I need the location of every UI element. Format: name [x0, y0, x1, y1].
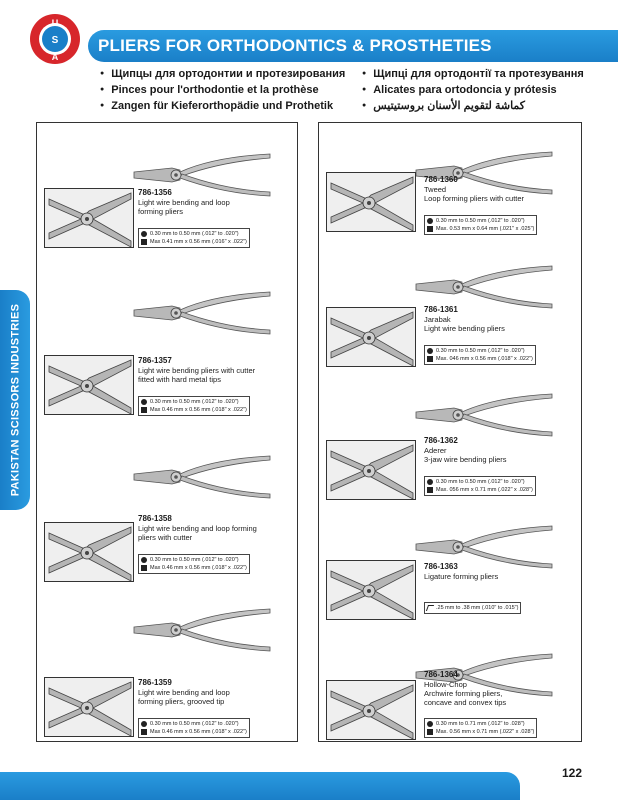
spec-text: Max 0.46 mm x 0.56 mm (.018" x .022"): [150, 407, 247, 413]
round-wire-icon: [141, 557, 147, 563]
page-number: 122: [562, 766, 583, 780]
product-description: [138, 524, 257, 542]
description-line: forming pliers, grooved tip: [138, 697, 225, 706]
description-line: fitted with hard metal tips: [138, 375, 221, 384]
product-description: [424, 680, 506, 707]
spec-text: 0.30 mm to 0.50 mm (.012" to .020"): [150, 557, 239, 563]
spec-row: [427, 225, 534, 233]
round-wire-icon: [141, 231, 147, 237]
spec-row: [427, 720, 534, 728]
plier-tip-closeup: [44, 522, 134, 582]
logo-letter-s: S: [51, 35, 59, 46]
description-line: 3-jaw wire bending pliers: [424, 455, 507, 464]
plier-tip-closeup: [44, 677, 134, 737]
side-tab-label: PAKISTAN SCISSORS INDUSTRIES: [9, 303, 22, 497]
language-arabic: ● كماشة لتقويم الأسنان بروستيتيس: [362, 98, 584, 114]
spec-row: [427, 604, 518, 612]
spec-row: [141, 230, 247, 238]
footer-bar: [0, 772, 520, 800]
rectangular-wire-icon: [141, 407, 147, 413]
description-line: concave and convex tips: [424, 698, 507, 707]
plier-tip-closeup: [326, 680, 416, 740]
logo-letter-a: A: [51, 52, 59, 62]
product-code: 786-1360: [424, 175, 458, 184]
product-code: 786-1362: [424, 436, 458, 445]
product-code: 786-1357: [138, 356, 172, 365]
description-line: Light wire bending and loop forming: [138, 524, 257, 533]
language-german: ● Zangen für Kieferorthopädie und Prothetik: [100, 98, 345, 114]
ligature-wire-icon: [426, 605, 434, 611]
spec-text: Max. 0.53 mm x 0.64 mm (.021" x .025"): [436, 226, 535, 232]
plier-tip-closeup: [44, 355, 134, 415]
language-russian: ● Щипцы для ортодонтии и протезирования: [100, 66, 345, 82]
product-description: [424, 446, 507, 464]
rectangular-wire-icon: [427, 487, 433, 493]
languages-right: [362, 66, 584, 114]
product-description: [424, 185, 524, 203]
spec-text: Max. 046 mm x 0.56 mm (.018" x .022"): [436, 356, 533, 362]
product-code: 786-1358: [138, 514, 172, 523]
page-title: PLIERS FOR ORTHODONTICS & PROSTHETIES: [98, 36, 492, 55]
plier-tip-closeup: [326, 440, 416, 500]
product-description: [138, 688, 230, 706]
spec-text: Max. 0.56 mm x 0.71 mm (.022" x .028"): [436, 729, 535, 735]
rectangular-wire-icon: [427, 729, 433, 735]
wire-spec-box: [138, 228, 250, 248]
plier-photo: [132, 452, 272, 507]
rectangular-wire-icon: [141, 239, 147, 245]
description-line: Hollow-Chop: [424, 680, 467, 689]
rectangular-wire-icon: [427, 226, 433, 232]
languages-left: [100, 66, 345, 114]
description-line: Aderer: [424, 446, 447, 455]
description-line: pliers with cutter: [138, 533, 193, 542]
round-wire-icon: [427, 348, 433, 354]
language-french: ● Pinces pour l'orthodontie et la prothèse: [100, 82, 345, 98]
spec-text: Max 0.46 mm x 0.56 mm (.018" x .022"): [150, 565, 247, 571]
product-description: [424, 572, 498, 581]
spec-text: .25 mm to .38 mm (.010" to .015"): [436, 605, 519, 611]
wire-spec-box: [138, 396, 250, 416]
description-line: Light wire bending and loop: [138, 688, 230, 697]
spec-row: [427, 728, 534, 736]
wire-spec-box: [424, 718, 537, 738]
rectangular-wire-icon: [427, 356, 433, 362]
plier-photo: [132, 288, 272, 343]
rectangular-wire-icon: [141, 729, 147, 735]
spec-row: [427, 355, 533, 363]
spec-text: 0.30 mm to 0.50 mm (.012" to .020"): [436, 479, 525, 485]
plier-tip-closeup: [326, 172, 416, 232]
wire-spec-box: [138, 554, 250, 574]
spec-text: 0.30 mm to 0.50 mm (.012" to .020"): [150, 721, 239, 727]
usa-dental-logo: [28, 12, 82, 66]
wire-spec-box: [424, 602, 521, 614]
plier-photo: [132, 605, 272, 660]
wire-spec-box: [424, 345, 536, 365]
spec-text: 0.30 mm to 0.50 mm (.012" to .020"): [436, 348, 525, 354]
spec-text: 0.30 mm to 0.71 mm (.012" to .028"): [436, 721, 525, 727]
product-description: [424, 315, 505, 333]
spec-row: [141, 556, 247, 564]
rectangular-wire-icon: [141, 565, 147, 571]
spec-row: [141, 728, 247, 736]
product-code: 786-1364: [424, 670, 458, 679]
description-line: Archwire forming pliers,: [424, 689, 503, 698]
product-description: [138, 366, 255, 384]
spec-text: Max 0.46 mm x 0.56 mm (.018" x .022"): [150, 729, 247, 735]
logo-letter-u: U: [51, 18, 59, 28]
round-wire-icon: [427, 721, 433, 727]
spec-row: [141, 720, 247, 728]
spec-row: [141, 406, 247, 414]
product-code: 786-1363: [424, 562, 458, 571]
description-line: forming pliers: [138, 207, 184, 216]
description-line: Loop forming pliers with cutter: [424, 194, 525, 203]
round-wire-icon: [427, 479, 433, 485]
wire-spec-box: [424, 215, 537, 235]
spec-row: [141, 238, 247, 246]
product-code: 786-1361: [424, 305, 458, 314]
round-wire-icon: [141, 399, 147, 405]
language-spanish: ● Alicates para ortodoncia y prótesis: [362, 82, 584, 98]
product-code: 786-1359: [138, 678, 172, 687]
plier-tip-closeup: [326, 307, 416, 367]
product-description: [138, 198, 230, 216]
spec-text: Max. 056 mm x 0.71 mm (.022" x .028"): [436, 487, 533, 493]
spec-row: [427, 486, 533, 494]
side-tab-text-wrap: [0, 290, 30, 510]
description-line: Tweed: [424, 185, 447, 194]
spec-row: [141, 564, 247, 572]
description-line: Light wire bending pliers with cutter: [138, 366, 256, 375]
spec-text: Max 0.41 mm x 0.56 mm (.016" x .022"): [150, 239, 247, 245]
spec-text: 0.30 mm to 0.50 mm (.012" to .020"): [150, 231, 239, 237]
description-line: Light wire bending and loop: [138, 198, 230, 207]
plier-tip-closeup: [44, 188, 134, 248]
round-wire-icon: [427, 218, 433, 224]
round-wire-icon: [141, 721, 147, 727]
wire-spec-box: [138, 718, 250, 738]
spec-row: [427, 347, 533, 355]
spec-row: [141, 398, 247, 406]
description-line: Ligature forming pliers: [424, 572, 499, 581]
language-ukrainian: ● Щипці для ортодонтії та протезування: [362, 66, 584, 82]
description-line: Light wire bending pliers: [424, 324, 505, 333]
plier-tip-closeup: [326, 560, 416, 620]
spec-row: [427, 217, 534, 225]
spec-text: 0.30 mm to 0.50 mm (.012" to .020"): [436, 218, 525, 224]
wire-spec-box: [424, 476, 536, 496]
description-line: Jarabak: [424, 315, 451, 324]
spec-text: 0.30 mm to 0.50 mm (.012" to .020"): [150, 399, 239, 405]
product-code: 786-1356: [138, 188, 172, 197]
spec-row: [427, 478, 533, 486]
